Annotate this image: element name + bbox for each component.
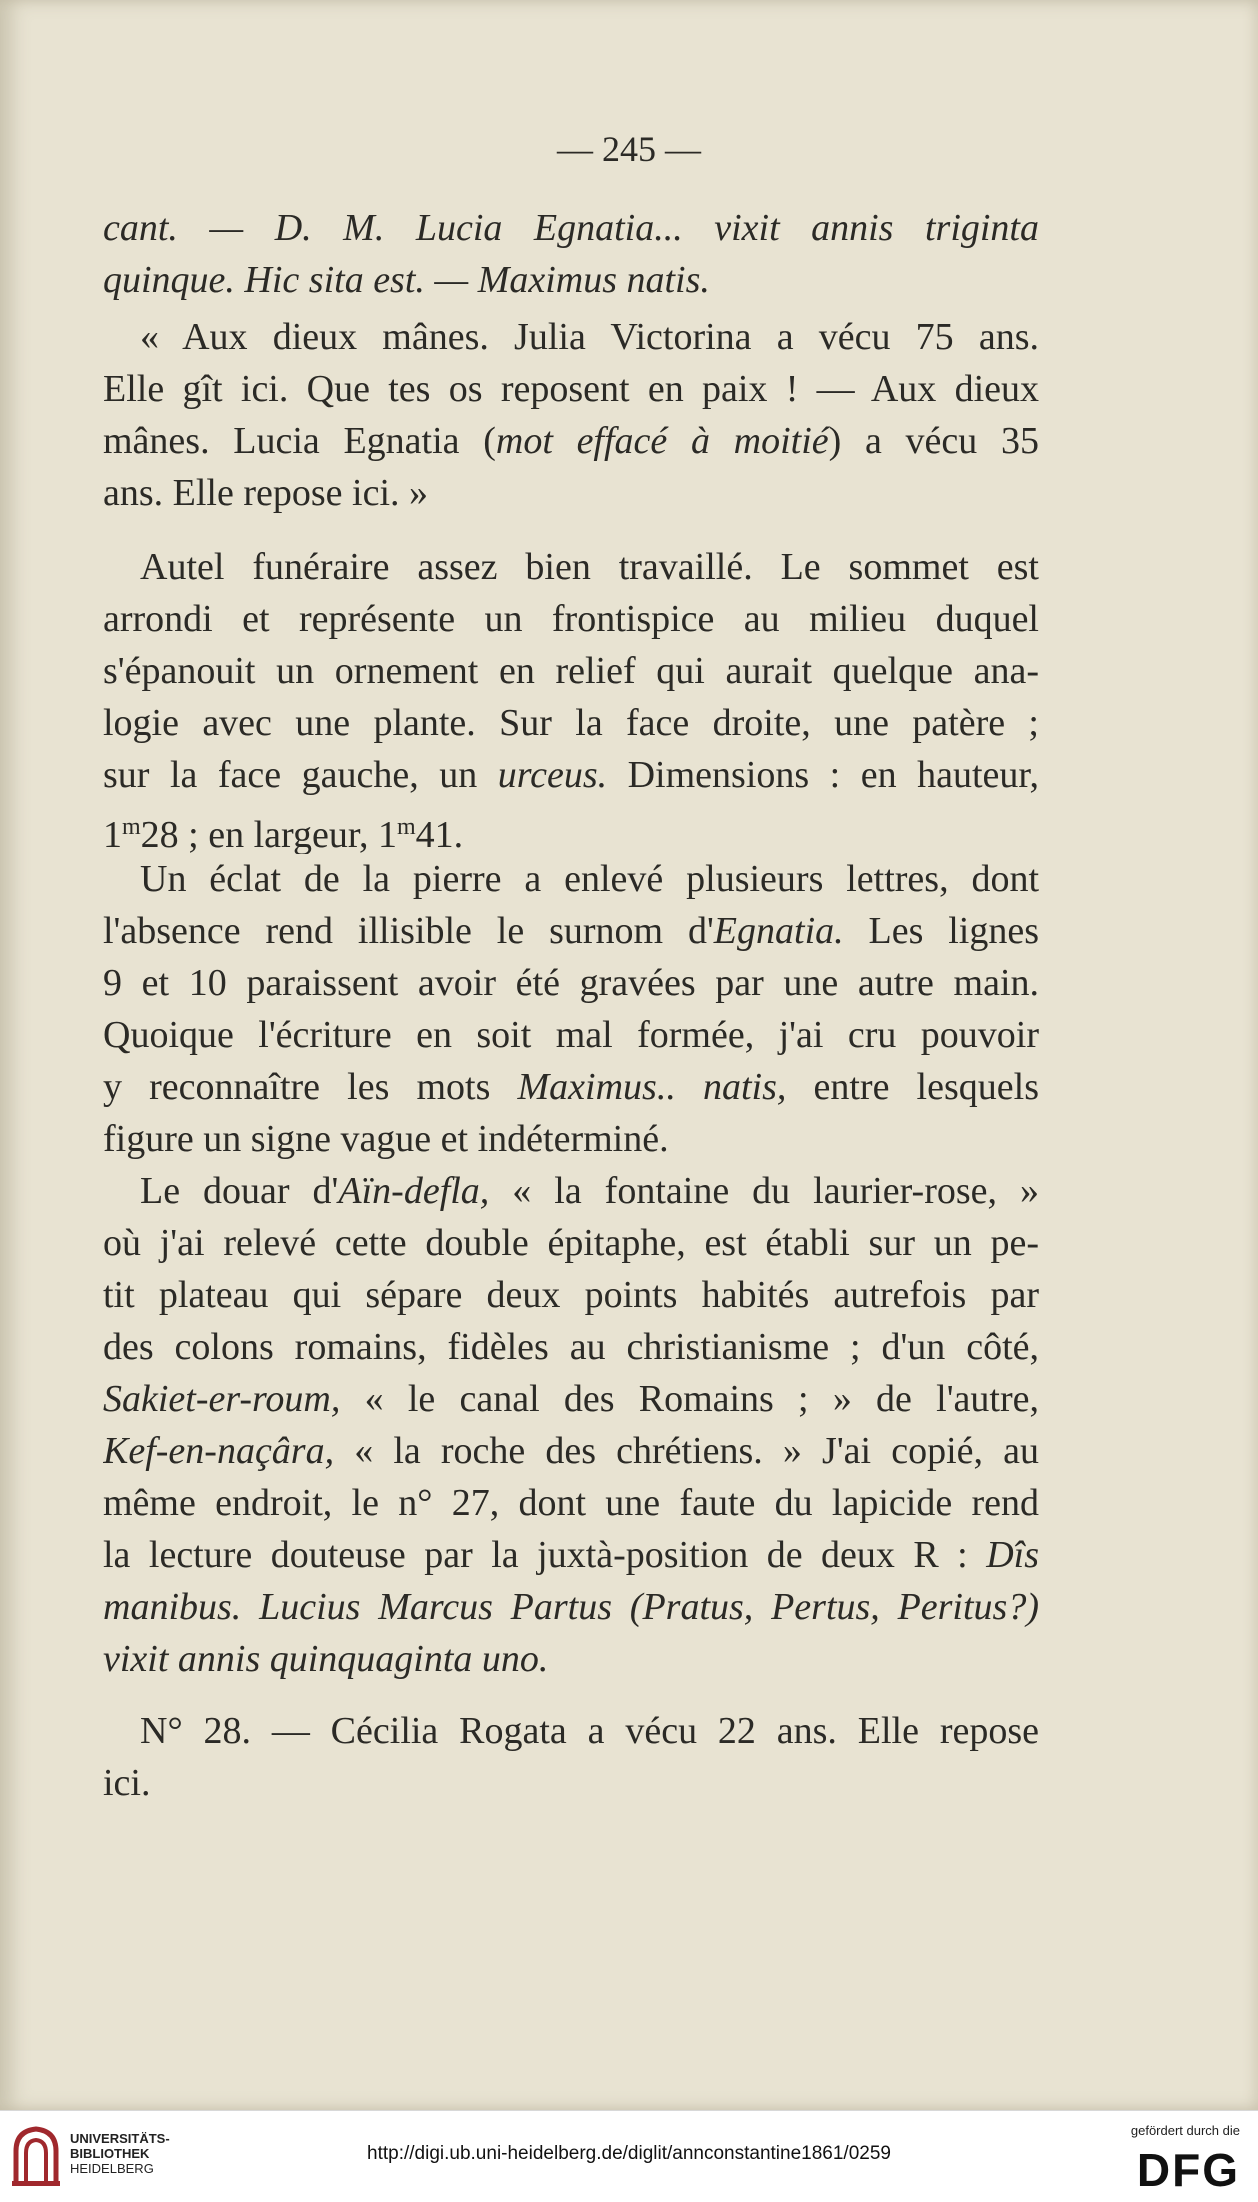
text-line: Quoique l'écriture en soit mal formée, j'ai cru pouvoir xyxy=(103,1014,1039,1056)
text-line: logie avec une plante. Sur la face droite, une patère ; xyxy=(103,702,1039,744)
funder-caption: gefördert durch die xyxy=(1130,2123,1240,2138)
text-line: « Aux dieux mânes. Julia Victorina a vécu 75 ans. xyxy=(140,316,1039,358)
source-url-link[interactable]: http://digi.ub.uni-heidelberg.de/diglit/annconstantine1861/0259 xyxy=(367,2143,891,2164)
text-line: même endroit, le n° 27, dont une faute du lapicide rend xyxy=(103,1482,1039,1524)
text-line: Kef-en-naçâra, « la roche des chrétiens. » J'ai copié, au xyxy=(103,1430,1039,1472)
text-line: Le douar d'Aïn-defla, « la fontaine du laurier-rose, » xyxy=(140,1170,1039,1212)
text-line: ici. xyxy=(103,1762,151,1804)
text-line: Elle gît ici. Que tes os reposent en paix ! — Aux dieux xyxy=(103,368,1039,410)
text-line: 9 et 10 paraissent avoir été gravées par une autre main. xyxy=(103,962,1039,1004)
text-line: où j'ai relevé cette double épitaphe, est établi sur un pe- xyxy=(103,1222,1039,1264)
text-line: vixit annis quinquaginta uno. xyxy=(103,1638,549,1680)
footer-bar xyxy=(0,2110,1258,2202)
text-line: arrondi et représente un frontispice au milieu duquel xyxy=(103,598,1039,640)
text-line: la lecture douteuse par la juxtà-position de deux R : Dîs xyxy=(103,1534,1039,1576)
text-line: tit plateau qui sépare deux points habités autrefois par xyxy=(103,1274,1039,1316)
library-name-line: HEIDELBERG xyxy=(70,2161,154,2176)
library-name-line: BIBLIOTHEK xyxy=(70,2146,150,2161)
text-line: manibus. Lucius Marcus Partus (Pratus, Pertus, Peritus?) xyxy=(103,1586,1039,1628)
text-line: Autel funéraire assez bien travaillé. Le sommet est xyxy=(140,546,1039,588)
text-line: quinque. Hic sita est. — Maximus natis. xyxy=(103,259,710,301)
text-line: cant. — D. M. Lucia Egnatia... vixit annis triginta xyxy=(103,207,1039,249)
text-line: N° 28. — Cécilia Rogata a vécu 22 ans. Elle repose xyxy=(140,1710,1039,1752)
library-name-line: UNIVERSITÄTS- xyxy=(70,2131,170,2146)
text-line: y reconnaître les mots Maximus.. natis, entre lesquels xyxy=(103,1066,1039,1108)
text-line: ans. Elle repose ici. » xyxy=(103,472,429,514)
page-number: — 245 — xyxy=(557,129,701,169)
dfg-logo: DFG xyxy=(1136,2144,1240,2196)
text-line: l'absence rend illisible le surnom d'Egnatia. Les lignes xyxy=(103,910,1039,952)
text-line: Un éclat de la pierre a enlevé plusieurs lettres, dont xyxy=(140,858,1039,900)
text-line: figure un signe vague et indéterminé. xyxy=(103,1118,669,1160)
text-line: des colons romains, fidèles au christianisme ; d'un côté, xyxy=(103,1326,1039,1368)
text-line: s'épanouit un ornement en relief qui aurait quelque ana- xyxy=(103,650,1039,692)
text-line: Sakiet-er-roum, « le canal des Romains ; » de l'autre, xyxy=(103,1378,1039,1420)
text-line: 1$^m$28 ; en largeur, 1$^m$41. xyxy=(103,814,464,854)
text-line: mânes. Lucia Egnatia (mot effacé à moitié) a vécu 35 xyxy=(103,420,1039,462)
text-line: sur la face gauche, un urceus. Dimensions : en hauteur, xyxy=(103,754,1039,796)
